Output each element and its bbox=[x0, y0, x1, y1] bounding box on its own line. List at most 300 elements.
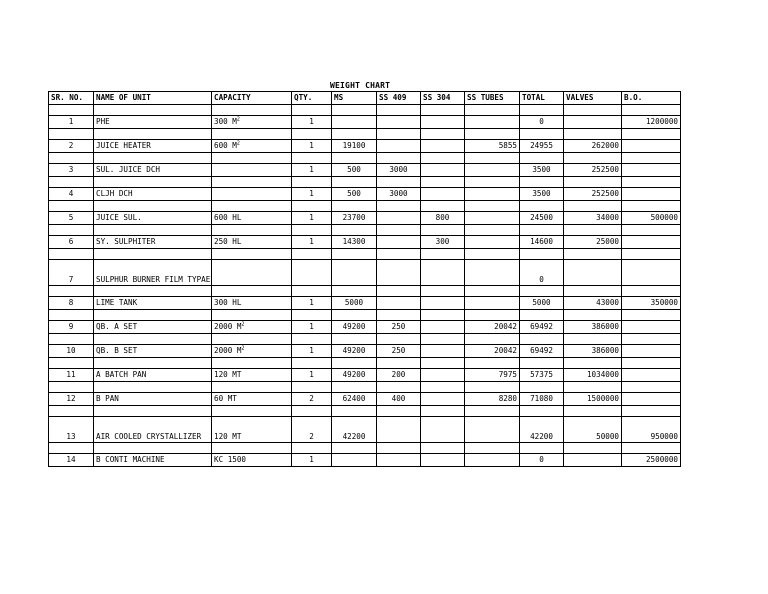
cell-total bbox=[520, 236, 564, 249]
cell-qty bbox=[292, 188, 332, 201]
table-row bbox=[49, 188, 681, 201]
spacer-cell bbox=[212, 249, 292, 260]
spacer-cell bbox=[564, 177, 622, 188]
header-name-of-unit: NAME OF UNIT bbox=[94, 92, 212, 105]
cell-sr-no-text: 14 bbox=[66, 455, 76, 465]
spacer-cell bbox=[520, 286, 564, 297]
spacer-cell bbox=[520, 358, 564, 369]
cell-bo bbox=[622, 116, 681, 129]
spacer-cell bbox=[465, 201, 520, 212]
cell-name-of-unit bbox=[94, 164, 212, 177]
cell-qty-text: 2 bbox=[309, 432, 314, 442]
cell-valves bbox=[564, 236, 622, 249]
cell-ms-text: 49200 bbox=[342, 346, 366, 356]
spacer-cell bbox=[94, 129, 212, 140]
cell-ss409 bbox=[377, 417, 421, 443]
cell-sr-no-text: 12 bbox=[66, 394, 76, 404]
cell-ss-tubes bbox=[465, 188, 520, 201]
cell-ss-tubes bbox=[465, 321, 520, 334]
cell-ss304 bbox=[421, 369, 465, 382]
cell-valves bbox=[564, 345, 622, 358]
table-row bbox=[49, 369, 681, 382]
cell-sr-no bbox=[49, 188, 94, 201]
cell-ss-tubes-text: 7975 bbox=[498, 370, 517, 380]
capacity-superscript: 2 bbox=[241, 321, 245, 328]
cell-qty bbox=[292, 393, 332, 406]
cell-name-of-unit-text: SUL. JUICE DCH bbox=[96, 165, 161, 175]
cell-total-text: 0 bbox=[539, 275, 544, 285]
spacer-cell bbox=[622, 443, 681, 454]
cell-qty-text: 2 bbox=[309, 394, 314, 404]
spacer-cell bbox=[377, 129, 421, 140]
cell-ss-tubes bbox=[465, 140, 520, 153]
cell-ss304 bbox=[421, 297, 465, 310]
spacer-cell bbox=[564, 406, 622, 417]
spacer-cell bbox=[421, 310, 465, 321]
cell-capacity bbox=[212, 236, 292, 249]
cell-ss409 bbox=[377, 116, 421, 129]
cell-bo bbox=[622, 164, 681, 177]
capacity-superscript: 2 bbox=[241, 345, 245, 352]
cell-ss304 bbox=[421, 116, 465, 129]
cell-name-of-unit bbox=[94, 140, 212, 153]
spacer-cell bbox=[520, 334, 564, 345]
spacer-cell bbox=[421, 201, 465, 212]
cell-qty bbox=[292, 297, 332, 310]
cell-sr-no-text: 2 bbox=[68, 141, 74, 151]
spacer-row bbox=[49, 382, 681, 393]
spacer-cell bbox=[564, 201, 622, 212]
cell-sr-no-text: 4 bbox=[68, 189, 74, 199]
cell-bo bbox=[622, 417, 681, 443]
spacer-cell bbox=[564, 443, 622, 454]
cell-ss-tubes bbox=[465, 212, 520, 225]
cell-ss409 bbox=[377, 393, 421, 406]
cell-qty bbox=[292, 260, 332, 286]
cell-ss-tubes-text: 8280 bbox=[498, 394, 517, 404]
spacer-cell bbox=[49, 310, 94, 321]
table-row bbox=[49, 140, 681, 153]
cell-qty-text: 1 bbox=[309, 298, 314, 308]
spacer-cell bbox=[520, 129, 564, 140]
cell-name-of-unit bbox=[94, 260, 212, 286]
header-row bbox=[49, 92, 681, 105]
spacer-cell bbox=[622, 406, 681, 417]
spacer-cell bbox=[377, 382, 421, 393]
spacer-cell bbox=[94, 406, 212, 417]
cell-ms bbox=[332, 260, 377, 286]
spacer-cell bbox=[622, 310, 681, 321]
cell-bo bbox=[622, 212, 681, 225]
cell-bo bbox=[622, 454, 681, 467]
cell-name-of-unit bbox=[94, 236, 212, 249]
table-row bbox=[49, 345, 681, 358]
cell-ss-tubes bbox=[465, 454, 520, 467]
cell-ss409 bbox=[377, 140, 421, 153]
cell-total-text: 69492 bbox=[530, 346, 553, 356]
cell-ss409 bbox=[377, 321, 421, 334]
cell-bo bbox=[622, 321, 681, 334]
cell-ss-tubes bbox=[465, 297, 520, 310]
cell-capacity-text: 120 MT bbox=[214, 370, 242, 380]
cell-capacity bbox=[212, 164, 292, 177]
spacer-cell bbox=[332, 382, 377, 393]
cell-ms bbox=[332, 321, 377, 334]
cell-qty bbox=[292, 417, 332, 443]
spacer-cell bbox=[421, 443, 465, 454]
cell-ss304 bbox=[421, 236, 465, 249]
cell-total bbox=[520, 116, 564, 129]
spacer-cell bbox=[377, 286, 421, 297]
cell-ss409 bbox=[377, 188, 421, 201]
spacer-cell bbox=[421, 105, 465, 116]
cell-ms bbox=[332, 454, 377, 467]
header-bo: B.O. bbox=[622, 92, 681, 105]
table-row bbox=[49, 454, 681, 467]
cell-capacity-text: 600 M bbox=[214, 141, 237, 151]
cell-ss409-text: 3000 bbox=[389, 165, 408, 175]
spacer-cell bbox=[49, 443, 94, 454]
cell-ss409 bbox=[377, 212, 421, 225]
cell-sr-no bbox=[49, 297, 94, 310]
cell-capacity bbox=[212, 454, 292, 467]
spacer-cell bbox=[292, 249, 332, 260]
cell-valves bbox=[564, 260, 622, 286]
cell-ss304 bbox=[421, 321, 465, 334]
cell-name-of-unit-text: B PAN bbox=[96, 394, 119, 404]
spacer-cell bbox=[292, 153, 332, 164]
cell-capacity-text: 250 HL bbox=[214, 237, 242, 247]
cell-total-text: 3500 bbox=[532, 189, 551, 199]
spacer-cell bbox=[465, 310, 520, 321]
spacer-row bbox=[49, 129, 681, 140]
cell-ms-text: 500 bbox=[347, 189, 361, 199]
cell-name-of-unit bbox=[94, 116, 212, 129]
spacer-cell bbox=[622, 129, 681, 140]
cell-name-of-unit bbox=[94, 188, 212, 201]
cell-ms bbox=[332, 164, 377, 177]
spacer-cell bbox=[421, 153, 465, 164]
cell-total-text: 24955 bbox=[530, 141, 553, 151]
cell-qty-text: 1 bbox=[309, 237, 314, 247]
spacer-cell bbox=[49, 358, 94, 369]
spacer-cell bbox=[622, 286, 681, 297]
spacer-cell bbox=[49, 225, 94, 236]
table-row bbox=[49, 116, 681, 129]
cell-qty-text: 1 bbox=[309, 165, 314, 175]
cell-qty bbox=[292, 369, 332, 382]
cell-total bbox=[520, 164, 564, 177]
cell-sr-no-text: 1 bbox=[68, 117, 74, 127]
cell-ms-text: 62400 bbox=[342, 394, 366, 404]
capacity-superscript: 2 bbox=[236, 116, 240, 123]
cell-qty bbox=[292, 164, 332, 177]
spacer-cell bbox=[421, 382, 465, 393]
cell-sr-no bbox=[49, 417, 94, 443]
spacer-cell bbox=[49, 201, 94, 212]
spacer-cell bbox=[212, 443, 292, 454]
header-sr-no: SR. NO. bbox=[49, 92, 94, 105]
cell-name-of-unit-text: PHE bbox=[96, 117, 110, 127]
spacer-cell bbox=[564, 286, 622, 297]
cell-valves-text: 43000 bbox=[596, 298, 619, 308]
cell-name-of-unit bbox=[94, 345, 212, 358]
spacer-cell bbox=[94, 225, 212, 236]
cell-valves-text: 262000 bbox=[591, 141, 619, 151]
spacer-cell bbox=[49, 249, 94, 260]
cell-sr-no-text: 3 bbox=[68, 165, 74, 175]
spacer-cell bbox=[465, 382, 520, 393]
spacer-cell bbox=[421, 406, 465, 417]
spacer-cell bbox=[465, 153, 520, 164]
spacer-cell bbox=[49, 406, 94, 417]
cell-total bbox=[520, 345, 564, 358]
cell-name-of-unit-text: JUICE SUL. bbox=[96, 213, 142, 223]
cell-bo-text: 2500000 bbox=[645, 455, 678, 465]
cell-sr-no bbox=[49, 236, 94, 249]
cell-sr-no-text: 7 bbox=[68, 275, 74, 285]
spacer-cell bbox=[622, 334, 681, 345]
spacer-cell bbox=[622, 249, 681, 260]
cell-qty-text: 1 bbox=[309, 213, 314, 223]
cell-ss304 bbox=[421, 140, 465, 153]
cell-capacity bbox=[212, 393, 292, 406]
table-row bbox=[49, 212, 681, 225]
spacer-cell bbox=[520, 382, 564, 393]
cell-ms bbox=[332, 345, 377, 358]
spacer-cell bbox=[520, 406, 564, 417]
cell-sr-no bbox=[49, 393, 94, 406]
spacer-cell bbox=[292, 406, 332, 417]
spacer-cell bbox=[49, 334, 94, 345]
spacer-row bbox=[49, 153, 681, 164]
spacer-cell bbox=[377, 358, 421, 369]
cell-ss-tubes bbox=[465, 164, 520, 177]
spacer-row bbox=[49, 201, 681, 212]
spacer-row bbox=[49, 334, 681, 345]
cell-ss-tubes bbox=[465, 260, 520, 286]
cell-ms bbox=[332, 140, 377, 153]
cell-valves bbox=[564, 164, 622, 177]
cell-ss409-text: 250 bbox=[391, 346, 406, 356]
spacer-row bbox=[49, 310, 681, 321]
spacer-cell bbox=[332, 201, 377, 212]
cell-total bbox=[520, 393, 564, 406]
spacer-cell bbox=[94, 153, 212, 164]
spacer-cell bbox=[622, 177, 681, 188]
spacer-cell bbox=[49, 105, 94, 116]
cell-name-of-unit-text: SULPHUR BURNER FILM TYPAE bbox=[96, 275, 211, 285]
cell-valves-text: 252500 bbox=[591, 189, 619, 199]
spacer-cell bbox=[520, 443, 564, 454]
cell-bo bbox=[622, 260, 681, 286]
cell-sr-no bbox=[49, 212, 94, 225]
cell-total-text: 57375 bbox=[530, 370, 553, 380]
spacer-cell bbox=[212, 334, 292, 345]
spacer-cell bbox=[465, 105, 520, 116]
cell-ss409 bbox=[377, 164, 421, 177]
spacer-cell bbox=[212, 382, 292, 393]
spacer-cell bbox=[564, 129, 622, 140]
cell-valves-text: 386000 bbox=[591, 346, 619, 356]
cell-bo bbox=[622, 140, 681, 153]
spacer-cell bbox=[377, 201, 421, 212]
cell-ms bbox=[332, 188, 377, 201]
cell-ss304 bbox=[421, 393, 465, 406]
cell-ss409 bbox=[377, 260, 421, 286]
cell-ms-text: 19100 bbox=[342, 141, 366, 151]
cell-ss409 bbox=[377, 297, 421, 310]
cell-qty bbox=[292, 345, 332, 358]
cell-ss409 bbox=[377, 236, 421, 249]
chart-title: WEIGHT CHART bbox=[330, 81, 391, 90]
spacer-cell bbox=[465, 177, 520, 188]
cell-capacity bbox=[212, 116, 292, 129]
spacer-cell bbox=[212, 177, 292, 188]
cell-total-text: 69492 bbox=[530, 322, 553, 332]
header-valves: VALVES bbox=[564, 92, 622, 105]
cell-valves-text: 25000 bbox=[596, 237, 619, 247]
spacer-cell bbox=[94, 443, 212, 454]
spacer-cell bbox=[622, 382, 681, 393]
spacer-cell bbox=[332, 358, 377, 369]
cell-total bbox=[520, 369, 564, 382]
cell-name-of-unit bbox=[94, 393, 212, 406]
cell-ss304 bbox=[421, 260, 465, 286]
spacer-cell bbox=[212, 129, 292, 140]
spacer-cell bbox=[292, 382, 332, 393]
spacer-cell bbox=[292, 225, 332, 236]
cell-ss409-text: 250 bbox=[391, 322, 406, 332]
cell-valves-text: 50000 bbox=[596, 432, 619, 442]
spacer-cell bbox=[465, 443, 520, 454]
cell-bo bbox=[622, 393, 681, 406]
cell-name-of-unit-text: A BATCH PAN bbox=[96, 370, 147, 380]
cell-valves bbox=[564, 188, 622, 201]
spacer-cell bbox=[49, 129, 94, 140]
spacer-cell bbox=[292, 286, 332, 297]
spacer-cell bbox=[292, 105, 332, 116]
spacer-cell bbox=[377, 105, 421, 116]
spacer-cell bbox=[292, 177, 332, 188]
spacer-cell bbox=[421, 334, 465, 345]
cell-qty-text: 1 bbox=[309, 117, 314, 127]
table-row bbox=[49, 164, 681, 177]
cell-valves bbox=[564, 454, 622, 467]
cell-sr-no-text: 5 bbox=[68, 213, 74, 223]
cell-sr-no-text: 11 bbox=[66, 370, 76, 380]
spacer-cell bbox=[377, 225, 421, 236]
table-row bbox=[49, 236, 681, 249]
cell-valves bbox=[564, 212, 622, 225]
spacer-cell bbox=[520, 105, 564, 116]
cell-total bbox=[520, 297, 564, 310]
cell-ss304 bbox=[421, 164, 465, 177]
spacer-cell bbox=[49, 153, 94, 164]
cell-ms-text: 42200 bbox=[342, 432, 366, 442]
cell-name-of-unit-text: QB. B SET bbox=[96, 346, 138, 356]
cell-ms bbox=[332, 212, 377, 225]
spacer-cell bbox=[421, 177, 465, 188]
cell-ss-tubes bbox=[465, 393, 520, 406]
cell-ms-text: 5000 bbox=[344, 298, 364, 308]
cell-valves-text: 386000 bbox=[591, 322, 619, 332]
spacer-cell bbox=[332, 225, 377, 236]
cell-ss304 bbox=[421, 188, 465, 201]
cell-name-of-unit bbox=[94, 212, 212, 225]
spacer-cell bbox=[622, 153, 681, 164]
spacer-cell bbox=[520, 249, 564, 260]
spacer-cell bbox=[421, 249, 465, 260]
cell-sr-no bbox=[49, 116, 94, 129]
cell-ss304 bbox=[421, 417, 465, 443]
cell-ss-tubes bbox=[465, 369, 520, 382]
spacer-cell bbox=[622, 105, 681, 116]
cell-ss-tubes bbox=[465, 236, 520, 249]
spacer-cell bbox=[622, 201, 681, 212]
cell-ss304 bbox=[421, 212, 465, 225]
spacer-cell bbox=[465, 249, 520, 260]
spacer-cell bbox=[94, 286, 212, 297]
cell-ms bbox=[332, 116, 377, 129]
cell-ss409-text: 3000 bbox=[389, 189, 408, 199]
spacer-cell bbox=[377, 334, 421, 345]
cell-capacity-text: 120 MT bbox=[214, 432, 242, 442]
spacer-cell bbox=[332, 310, 377, 321]
cell-sr-no-text: 13 bbox=[66, 432, 76, 442]
header-ss409: SS 409 bbox=[377, 92, 421, 105]
spacer-cell bbox=[377, 310, 421, 321]
cell-qty bbox=[292, 454, 332, 467]
cell-sr-no bbox=[49, 140, 94, 153]
spacer-cell bbox=[332, 443, 377, 454]
spacer-row bbox=[49, 406, 681, 417]
spacer-cell bbox=[94, 358, 212, 369]
spacer-cell bbox=[94, 105, 212, 116]
spacer-cell bbox=[465, 406, 520, 417]
spacer-cell bbox=[564, 225, 622, 236]
cell-capacity bbox=[212, 345, 292, 358]
spacer-cell bbox=[94, 310, 212, 321]
spacer-cell bbox=[377, 153, 421, 164]
cell-capacity-text: 2000 M bbox=[214, 346, 242, 356]
cell-total-text: 71080 bbox=[530, 394, 553, 404]
cell-bo bbox=[622, 369, 681, 382]
cell-valves bbox=[564, 116, 622, 129]
cell-ss304-text: 800 bbox=[435, 213, 450, 223]
cell-name-of-unit-text: JUICE HEATER bbox=[96, 141, 151, 151]
cell-ms-text: 23700 bbox=[342, 213, 366, 223]
spacer-cell bbox=[212, 105, 292, 116]
cell-capacity-text: 300 HL bbox=[214, 298, 242, 308]
cell-total bbox=[520, 454, 564, 467]
cell-bo-text: 950000 bbox=[650, 432, 678, 442]
cell-valves-text: 34000 bbox=[596, 213, 619, 223]
cell-bo-text: 1200000 bbox=[645, 117, 678, 127]
header-total: TOTAL bbox=[520, 92, 564, 105]
spacer-cell bbox=[465, 358, 520, 369]
cell-qty-text: 1 bbox=[309, 189, 314, 199]
header-ss-tubes: SS TUBES bbox=[465, 92, 520, 105]
spacer-cell bbox=[564, 382, 622, 393]
spacer-cell bbox=[94, 249, 212, 260]
cell-valves bbox=[564, 321, 622, 334]
spacer-cell bbox=[377, 406, 421, 417]
spacer-cell bbox=[465, 334, 520, 345]
cell-bo-text: 500000 bbox=[650, 213, 678, 223]
cell-capacity bbox=[212, 140, 292, 153]
spacer-cell bbox=[421, 129, 465, 140]
